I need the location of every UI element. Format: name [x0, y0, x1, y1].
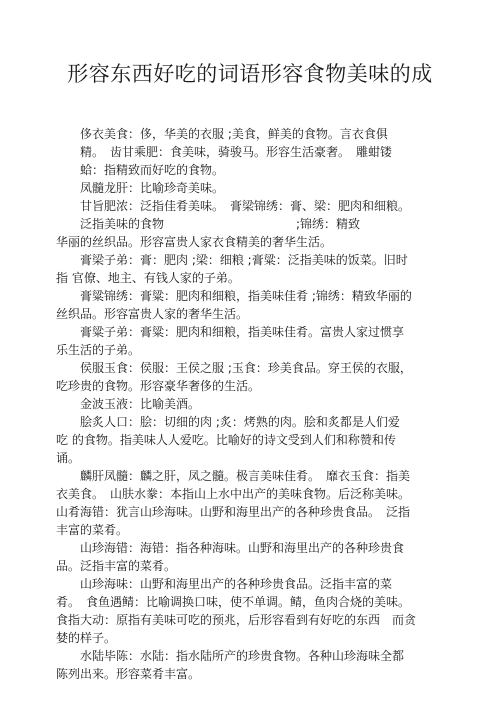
body-line: 陈列出来。形容菜肴丰富。: [56, 667, 201, 681]
body-line: 华丽的丝织品。形容富贵人家衣食精美的奢华生活。: [56, 235, 333, 249]
body-line: 指 官僚、地主、有钱人家的子弟。: [56, 271, 240, 285]
body-line: 衣美食。 山肤水豢：本指山上水中出产的美味食物。后泛称美味。: [56, 487, 411, 501]
body-line: 山珍海味：山野和海里出产的各种珍贵食品。泛指丰富的菜: [56, 577, 393, 591]
body-line: 吃 的食物。指美味人人爱吃。比喻好的诗文受到人们和称赞和传: [56, 433, 396, 447]
body-line: 麟肝凤髓：麟之肝，凤之髓。极言美味佳肴。 靡衣玉食：指美: [56, 469, 411, 483]
body-line: 婪的样子。: [56, 631, 117, 645]
body-line: 甘旨肥浓：泛指佳肴美味。 膏梁锦绣：膏、梁：肥肉和细粮。: [56, 199, 411, 213]
body-line: 膏梁子弟：膏：肥肉 ;梁：细粮 ;膏粱：泛指美味的饭菜。旧时: [56, 253, 408, 267]
body-line: 金波玉液：比喻美酒。: [56, 397, 201, 411]
body-line: 蛤：指精致而好吃的食物。: [56, 163, 225, 177]
body-line: 膏粱锦绣：膏粱：肥肉和细粮，指美味佳肴 ;锦绣：精致华丽的: [56, 289, 412, 303]
body-line: 乐生活的子弟。: [56, 343, 141, 357]
body-line: 吃珍贵的食物。形容豪华奢侈的生活。: [56, 379, 261, 393]
body-line: 泛指美味的食物 ;锦绣：精致: [56, 217, 361, 231]
body-line: 丰富的菜肴。: [56, 523, 129, 537]
body-line: 凤髓龙肝：比喻珍奇美味。: [56, 181, 225, 195]
body-line: 侯服玉食：侯服：王侯之服 ;玉食：珍美食品。穿王侯的衣服，: [56, 361, 412, 375]
body-line: 诵。: [56, 451, 81, 465]
document-body: [56, 125, 446, 683]
body-line: 肴。 食鱼遇鲭：比喻调换口味，使不单调。鲭，鱼肉合烧的美味。: [56, 595, 411, 609]
body-line: 侈衣美食：侈，华美的衣服 ;美食，鲜美的食物。言衣食俱: [56, 127, 388, 141]
body-line: 水陆毕陈：水陆：指水陆所产的珍贵食物。各种山珍海味全都: [56, 649, 405, 663]
document-title: 形容东西好吃的词语形容食物美味的成: [67, 62, 433, 86]
body-line: 食指大动：原指有美味可吃的预兆，后形容看到有好吃的东西 而贪: [56, 613, 417, 627]
body-line: 精。 齿甘乘肥：食美味，骑骏马。形容生活豪奢。 雕蚶镂: [56, 145, 393, 159]
body-line: 膏粱子弟：膏粱：肥肉和细粮，指美味佳肴。富贵人家过惯享: [56, 325, 405, 339]
body-line: 山珍海错：海错：指各种海味。山野和海里出产的各种珍贵食: [56, 541, 405, 555]
body-line: 丝织品。形容富贵人家的奢华生活。: [56, 307, 249, 321]
body-line: 脍炙人口：脍：切细的肉 ;炙：烤熟的肉。脍和炙都是人们爱: [56, 415, 400, 429]
body-line: 山肴海错：犹言山珍海味。山野和海里出产的各种珍贵食品。 泛指: [56, 505, 411, 519]
body-line: 品。泛指丰富的菜肴。: [56, 559, 177, 573]
